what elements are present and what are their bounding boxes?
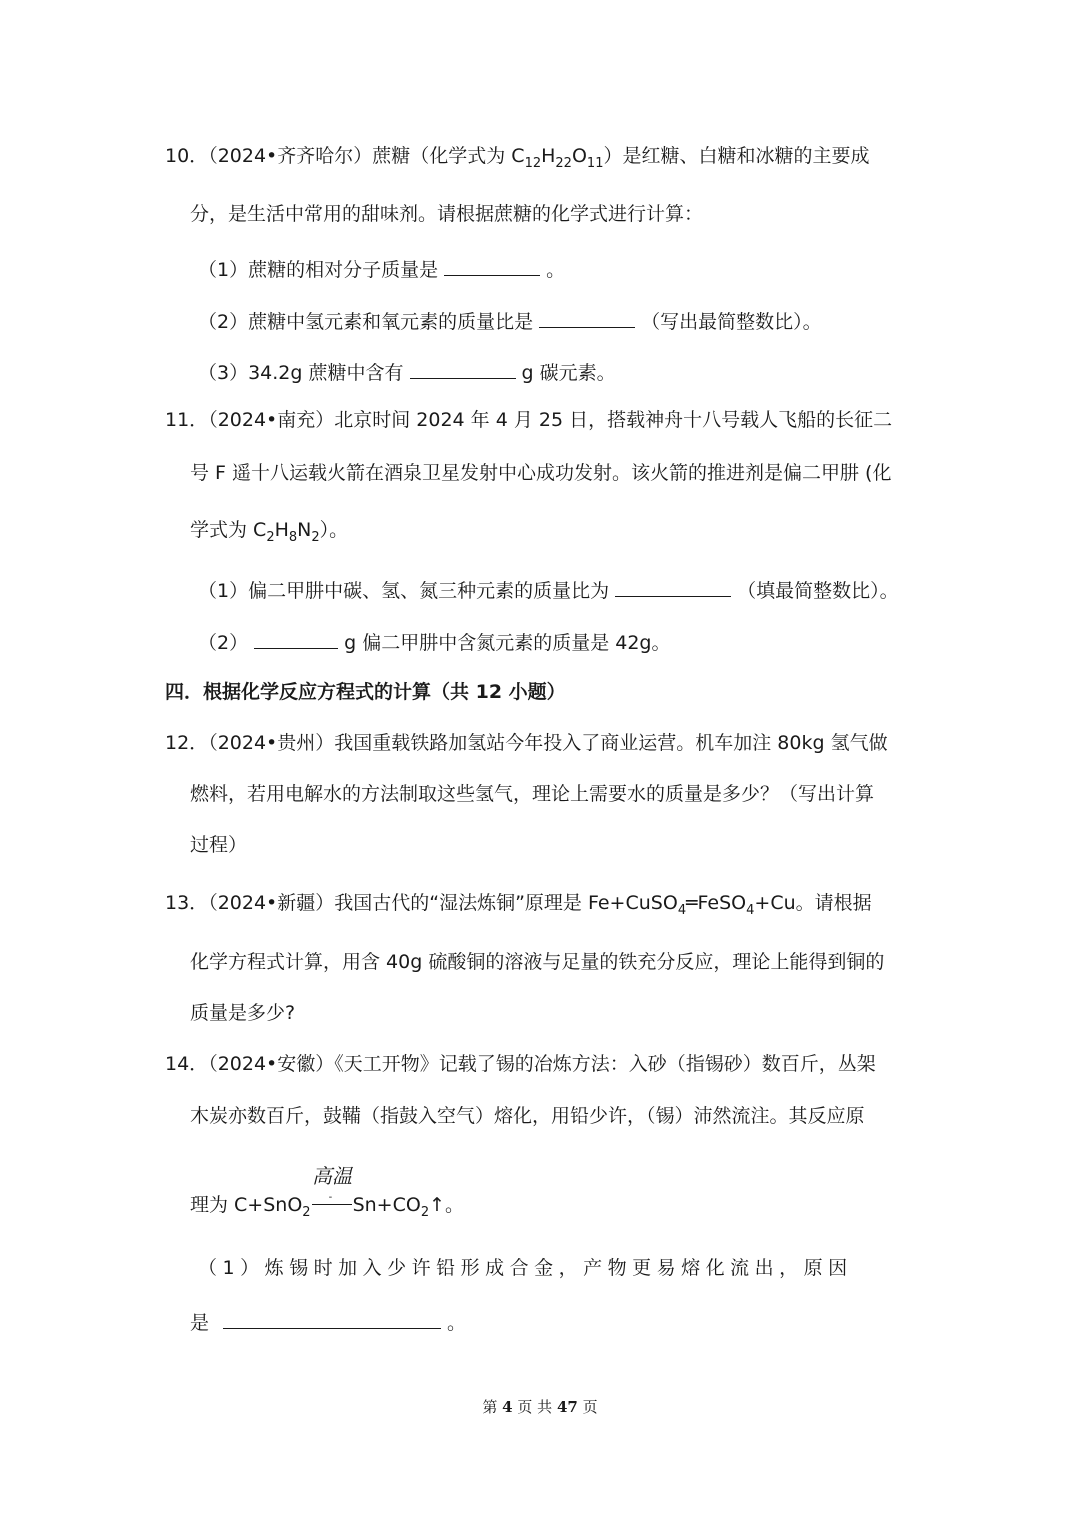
answer-blank[interactable] xyxy=(410,360,516,379)
question-source: （2024•齐齐哈尔） xyxy=(208,145,373,167)
subscript: 8 xyxy=(288,530,298,545)
question-number: 14． xyxy=(165,1053,209,1075)
subscript: 2 xyxy=(302,1205,311,1220)
sub-question-text: （填最简整数比）。 xyxy=(737,580,899,602)
question-text: 化学方程式计算，用含 40g 硫酸铜的溶液与足量的铁充分反应，理论上能得到铜的 xyxy=(190,951,885,973)
formula-element: N xyxy=(297,519,312,541)
subscript: 2 xyxy=(311,530,320,545)
equation-text: 理为 C+SnO xyxy=(190,1194,303,1216)
sub-question-text: （2）蔗糖中氢元素和氧元素的质量比是 xyxy=(198,311,534,333)
formula-element: H xyxy=(541,145,556,167)
section-heading: 四．根据化学反应方程式的计算（共 12 小题） xyxy=(165,681,566,703)
question-text: 蔗糖（化学式为 C xyxy=(372,145,525,167)
subscript: 4 xyxy=(746,903,755,918)
question-14 xyxy=(165,1055,876,1074)
footer-text: 第 xyxy=(482,1398,498,1416)
question-text: 我国古代的“湿法炼铜”原理是 Fe+CuSO xyxy=(334,892,678,914)
answer-blank[interactable] xyxy=(223,1310,441,1329)
answer-blank[interactable] xyxy=(539,309,635,328)
question-text: ）是红糖、白糖和冰糖的主要成 xyxy=(603,145,870,167)
question-text: 质量是多少? xyxy=(190,1002,296,1024)
subscript: 4 xyxy=(677,903,687,918)
sub-question-text: （2） xyxy=(198,632,249,654)
question-10 xyxy=(165,145,870,171)
question-text xyxy=(190,519,349,545)
sub-question xyxy=(198,578,899,601)
sub-question-text: 。 xyxy=(447,1312,467,1334)
reaction-condition: 高温 xyxy=(312,1164,352,1188)
sub-question-text: （1）蔗糖的相对分子质量是 xyxy=(198,259,439,281)
question-text: 《天工开物》记载了锡的冶炼方法：入砂（指锡砂）数百斤，丛架 xyxy=(334,1053,876,1075)
question-text: 木炭亦数百斤，鼓鞴（指鼓入空气）熔化，用铅少许，（锡）沛然流注。其反应原 xyxy=(190,1105,865,1127)
question-source: （2024•新疆） xyxy=(208,892,335,914)
answer-blank[interactable] xyxy=(444,257,540,276)
question-text: 北京时间 2024 年 4 月 25 日，搭载神舟十八号载人飞船的长征二 xyxy=(334,409,893,431)
question-text: +Cu。请根据 xyxy=(754,892,872,914)
page-number: 4 xyxy=(502,1398,513,1416)
subscript: 12 xyxy=(524,156,542,171)
footer-text: 页 共 xyxy=(517,1398,553,1416)
sub-question xyxy=(198,630,670,653)
question-text: ═FeSO xyxy=(686,892,747,914)
sub-question-text: （写出最简整数比）。 xyxy=(641,311,822,333)
subscript: 2 xyxy=(266,530,275,545)
page-footer xyxy=(0,1396,1080,1417)
question-text: ）。 xyxy=(319,519,349,541)
equation-text: ↑。 xyxy=(429,1194,465,1216)
formula-element: H xyxy=(274,519,289,541)
answer-blank[interactable] xyxy=(615,578,731,597)
equation-arrow: - xyxy=(312,1204,352,1205)
question-source: （2024•南充） xyxy=(208,409,335,431)
question-source: （2024•贵州） xyxy=(208,732,335,754)
sub-question-text: g 偏二甲肼中含氮元素的质量是 42g。 xyxy=(344,632,671,654)
sub-question xyxy=(198,360,616,383)
sub-question xyxy=(198,257,565,280)
subscript: 11 xyxy=(586,156,604,171)
total-pages: 47 xyxy=(556,1398,578,1416)
question-text: 过程） xyxy=(190,834,248,856)
equation-text: Sn+CO xyxy=(352,1194,421,1216)
question-text: 燃料，若用电解水的方法制取这些氢气，理论上需要水的质量是多少？（写出计算 xyxy=(190,783,875,805)
question-text: 我国重载铁路加氢站今年投入了商业运营。机车加注 80kg 氢气做 xyxy=(334,732,888,754)
sub-question-text: 是 xyxy=(190,1312,210,1334)
question-11 xyxy=(165,411,892,430)
question-source: （2024•安徽） xyxy=(208,1053,335,1075)
subscript: 22 xyxy=(555,156,572,171)
sub-question-text: 。 xyxy=(546,259,566,281)
sub-question-text: （1）炼锡时加入少许铅形成合金，产物更易熔化流出，原因 xyxy=(198,1257,853,1279)
question-13 xyxy=(165,892,872,918)
sub-question xyxy=(190,1310,466,1333)
chemical-equation xyxy=(190,1192,465,1220)
question-number: 12． xyxy=(165,732,209,754)
question-text: 分，是生活中常用的甜味剂。请根据蔗糖的化学式进行计算： xyxy=(190,203,704,225)
sub-question-text: g 碳元素。 xyxy=(521,362,616,384)
sub-question xyxy=(198,309,822,332)
question-12 xyxy=(165,734,888,753)
question-number: 10． xyxy=(165,145,209,167)
footer-text: 页 xyxy=(582,1398,598,1416)
question-text: 学式为 C xyxy=(190,519,267,541)
question-number: 13． xyxy=(165,892,209,914)
sub-question-text: （3）34.2g 蔗糖中含有 xyxy=(198,362,404,384)
answer-blank[interactable] xyxy=(254,630,338,649)
question-text: 号 F 遥十八运载火箭在酒泉卫星发射中心成功发射。该火箭的推进剂是偏二甲肼 (化 xyxy=(190,462,892,484)
formula-element: O xyxy=(571,145,587,167)
subscript: 2 xyxy=(420,1205,430,1220)
question-number: 11． xyxy=(165,409,209,431)
sub-question-text: （1）偏二甲肼中碳、氢、氮三种元素的质量比为 xyxy=(198,580,610,602)
